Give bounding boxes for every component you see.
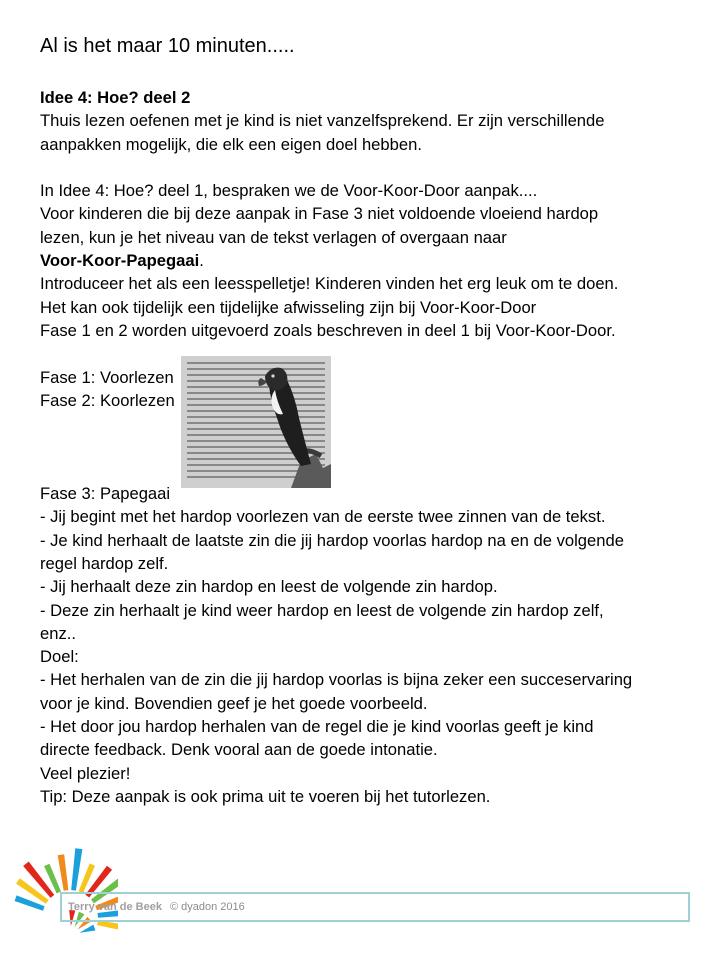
footer-copyright: © dyadon 2016 xyxy=(170,901,245,913)
phase-block xyxy=(40,366,700,483)
parrot-on-book-image xyxy=(181,356,331,488)
step-line: enz.. xyxy=(40,623,76,643)
step-line: - Jij begint met het hardop voorlezen van de eerste twee zinnen van de tekst. xyxy=(40,507,606,527)
logo-ray xyxy=(97,921,118,934)
dyadon-logo-icon xyxy=(8,826,118,946)
page-title: Al is het maar 10 minuten..... xyxy=(40,35,295,57)
footer-author: Terry van de Beek xyxy=(68,901,162,913)
paragraph-line: Fase 1 en 2 worden uitgevoerd zoals beschreven in deel 1 bij Voor-Koor-Door. xyxy=(40,320,616,340)
goal-line: - Het herhalen van de zin die jij hardop voorlas is bijna zeker een succeservaring xyxy=(40,670,633,690)
method-name: Voor-Koor-Papegaai xyxy=(40,251,200,271)
paragraph-line: Voor kinderen die bij deze aanpak in Fase 3 niet voldoende vloeiend hardop xyxy=(40,204,599,224)
goal-line: directe feedback. Denk vooral aan de goede intonatie. xyxy=(40,740,438,760)
phase-2-label: Fase 2: Koorlezen xyxy=(40,390,175,410)
tip-line: Tip: Deze aanpak is ook prima uit te voeren bij het tutorlezen. xyxy=(40,786,491,806)
logo-ray xyxy=(58,854,69,890)
step-line: - Deze zin herhaalt je kind weer hardop en leest de volgende zin hardop zelf, xyxy=(40,600,604,620)
paragraph-line: Voor-Koor-Papegaai. xyxy=(40,251,204,271)
paragraph-line: Introduceer het als een leesspelletje! Kinderen vinden het erg leuk om te doen. xyxy=(40,274,619,294)
phase-1-label: Fase 1: Voorlezen xyxy=(40,367,174,387)
step-line: - Jij herhaalt deze zin hardop en leest de volgende zin hardop. xyxy=(40,577,498,597)
footer-bar xyxy=(60,892,690,922)
closing-line: Veel plezier! xyxy=(40,763,131,783)
paragraph-line: lezen, kun je het niveau van de tekst verlagen of overgaan naar xyxy=(40,227,507,247)
paragraph-line: Het kan ook tijdelijk een tijdelijke afwisseling zijn bij Voor-Koor-Door xyxy=(40,297,537,317)
logo-ray xyxy=(71,848,82,890)
section-heading: Idee 4: Hoe? deel 2 xyxy=(40,88,191,107)
goal-line: voor je kind. Bovendien geef je het goede voorbeeld. xyxy=(40,693,428,713)
paragraph-line: In Idee 4: Hoe? deel 1, bespraken we de Voor-Koor-Door aanpak.... xyxy=(40,181,538,201)
document-body xyxy=(40,86,700,808)
goal-heading: Doel: xyxy=(40,647,79,667)
step-line: regel hardop zelf. xyxy=(40,553,169,573)
step-line: - Je kind herhaalt de laatste zin die jij hardop voorlas hardop na en de volgende xyxy=(40,530,624,550)
paragraph-line: Thuis lezen oefenen met je kind is niet vanzelfsprekend. Er zijn verschillende xyxy=(40,111,605,131)
paragraph-line: aanpakken mogelijk, die elk een eigen doel hebben. xyxy=(40,134,422,154)
goal-line: - Het door jou hardop herhalen van de regel die je kind voorlas geeft je kind xyxy=(40,717,594,737)
phase-3-label: Fase 3: Papegaai xyxy=(40,484,171,504)
